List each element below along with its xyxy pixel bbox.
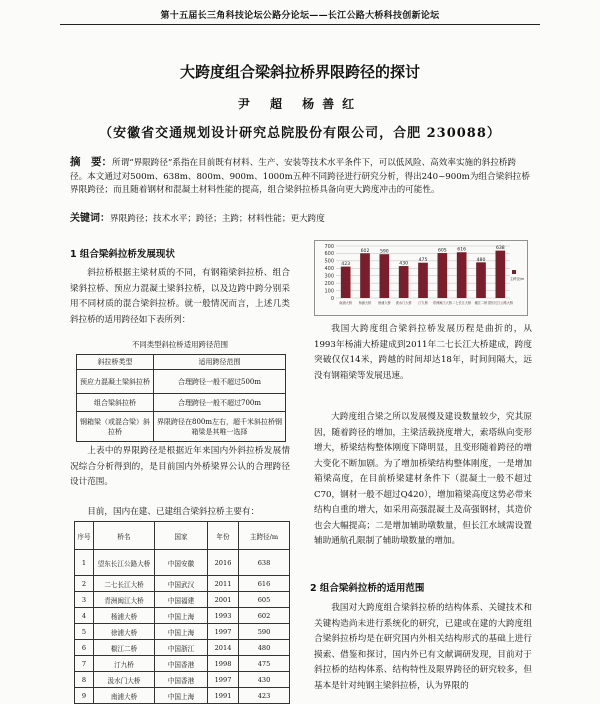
header-rule xyxy=(60,24,540,25)
table-cell: 6 xyxy=(75,640,94,656)
table-row xyxy=(77,370,286,394)
table-cell: 4 xyxy=(75,608,94,624)
span-bar-chart xyxy=(314,240,528,316)
table-cell: 480 xyxy=(239,640,290,656)
bar-value-label: 475 xyxy=(418,258,428,264)
x-category-label: 南浦大桥 xyxy=(339,301,353,305)
table-row xyxy=(77,394,286,412)
table-cell: 1997 xyxy=(208,624,239,640)
table-cell: 5 xyxy=(75,624,94,640)
table-row xyxy=(77,412,286,442)
table-cell: 475 xyxy=(239,656,290,672)
table-cell: 界限跨径在800m左右，超千米斜拉桥钢箱梁是其唯一选择 xyxy=(154,412,286,442)
table-cell: 组合梁斜拉桥 xyxy=(77,394,154,412)
bar-value-label: 638 xyxy=(495,246,505,252)
keywords-text: 界限跨径；技术水平；跨径；主跨；材料性能；更大跨度 xyxy=(110,214,325,224)
table-cell: 2016 xyxy=(208,550,239,576)
y-tick-label: 400 xyxy=(324,266,334,273)
table-cell: 1993 xyxy=(208,608,239,624)
chart-bar xyxy=(496,251,506,298)
table-row xyxy=(75,656,290,672)
affiliation: （安徽省交通规划设计研究总院股份有限公司，合肥 230088） xyxy=(99,126,501,141)
table-row xyxy=(75,688,290,704)
table-row xyxy=(75,592,290,608)
table-cell: 南浦大桥 xyxy=(94,688,155,704)
table-cell: 椒江二桥 xyxy=(94,640,155,656)
legend-label: 主跨径/m xyxy=(509,277,525,281)
table-cell: 1998 xyxy=(208,656,239,672)
section-1-title: 1 组合梁斜拉桥发展现状 xyxy=(70,249,175,260)
paper-title: 大跨度组合梁斜拉桥界限跨径的探讨 xyxy=(179,63,420,81)
bar-value-label: 605 xyxy=(437,248,447,254)
x-category-label: 二七长江大桥 xyxy=(452,301,472,305)
bar-value-label: 430 xyxy=(399,261,409,267)
table-cell: 中国香港 xyxy=(155,672,208,688)
table-cell: 钢箱梁（或混合梁）斜拉桥 xyxy=(77,412,154,442)
table-cell: 2011 xyxy=(208,576,239,592)
x-category-label: 青洲闽江大桥 xyxy=(432,301,452,305)
table-row xyxy=(75,576,290,592)
table-cell: 预应力混凝土梁斜拉桥 xyxy=(77,370,154,394)
x-category-label: 汲水门大桥 xyxy=(395,301,412,305)
left-para-3: 目前，国内在建、已建组合梁斜拉桥主要有： xyxy=(87,507,260,517)
table-cell: 中国安徽 xyxy=(155,550,208,576)
x-category-label: 汀九桥 xyxy=(418,301,428,305)
chart-bar xyxy=(457,252,467,298)
table-cell: 中国上海 xyxy=(155,624,208,640)
table-cell: 9 xyxy=(75,688,94,704)
table-cell: 二七长江大桥 xyxy=(94,576,155,592)
table-cell: 1991 xyxy=(208,688,239,704)
chart-bar xyxy=(399,266,409,298)
right-para-3: 我国对大跨度组合梁斜拉桥的结构体系、关键技术和关键构造尚未进行系统化的研究，已建或在建的大跨度组合梁斜拉桥均是在研究国内外相关结构形式的基础上进行摸索、借鉴和探讨，国内外已有文献调研发现，目前对于斜拉桥的结构体系、结构特性及限界跨径的研究较多，但基本是针对纯钢主梁斜拉桥，认为界限的 xyxy=(314,603,532,691)
table-cell: 8 xyxy=(75,672,94,688)
y-tick-label: 100 xyxy=(324,288,334,295)
table-cell: 590 xyxy=(239,624,290,640)
table-row xyxy=(75,640,290,656)
table-cell: 中国上海 xyxy=(155,608,208,624)
table-row xyxy=(75,608,290,624)
table1-caption: 不同类型斜拉桥适用跨径范围 xyxy=(131,340,229,349)
abstract-label: 摘 要： xyxy=(70,156,112,168)
table-cell: 3 xyxy=(75,592,94,608)
y-tick-label: 0 xyxy=(330,295,334,302)
chart-bar xyxy=(360,253,370,298)
keywords-label: 关键词： xyxy=(70,213,110,224)
table-cell: 2 xyxy=(75,576,94,592)
table-cell: 汀九桥 xyxy=(94,656,155,672)
keywords xyxy=(70,209,530,224)
table-cell: 605 xyxy=(239,592,290,608)
abstract-text: 所谓“界限跨径”系指在目前既有材料、生产、安装等技术水平条件下，可以低风险、高效率实施的斜拉桥跨径。本文通过对500m、638m、800m、900m、1000m五种不同跨径进行研究分析，得出240~900m为组合梁斜拉桥界限跨径；而且随着钢材和混凝土材料性能的提高，组合梁斜拉桥具备向更大跨度冲击的可能性。 xyxy=(70,158,530,196)
table2-header: 国家 xyxy=(155,522,208,550)
table-cell: 中国香港 xyxy=(155,656,208,672)
right-para-1: 我国大跨度组合梁斜拉桥发展历程是曲折的，从1993年杨浦大桥建成到2011年二七长江大桥建成，跨度突破仅仅14米，跨越的时间却达18年，时间间隔大，远没有钢箱梁等发展迅速。 xyxy=(314,324,532,381)
table1-header: 斜拉桥类型 xyxy=(77,355,154,370)
table-row xyxy=(75,550,290,576)
table-cell: 望东长江公路大桥 xyxy=(94,550,155,576)
chart-bar xyxy=(418,263,428,298)
span-range-table xyxy=(76,354,286,442)
bar-value-label: 616 xyxy=(457,247,467,253)
table-cell: 1 xyxy=(75,550,94,576)
table-cell: 徐浦大桥 xyxy=(94,624,155,640)
table-cell: 青洲闽江大桥 xyxy=(94,592,155,608)
bar-value-label: 423 xyxy=(341,262,351,268)
bar-value-label: 480 xyxy=(476,257,486,263)
table2-header: 序号 xyxy=(75,522,94,550)
y-tick-label: 200 xyxy=(324,280,334,287)
section-2-title: 2 组合梁斜拉桥的适用范围 xyxy=(310,583,425,594)
table-cell: 杨浦大桥 xyxy=(94,608,155,624)
bridge-list-table xyxy=(74,521,290,704)
table-cell: 2014 xyxy=(208,640,239,656)
table-cell: 2001 xyxy=(208,592,239,608)
table-row xyxy=(75,672,290,688)
table-cell: 合理跨径一般不超过500m xyxy=(154,370,286,394)
legend-swatch xyxy=(512,270,516,274)
chart-bar xyxy=(438,253,448,298)
table-cell: 中国上海 xyxy=(155,688,208,704)
abstract xyxy=(70,156,530,198)
x-category-label: 杨浦大桥 xyxy=(358,301,372,305)
table-row xyxy=(75,624,290,640)
table2-header: 桥名 xyxy=(94,522,155,550)
table-cell: 中国武汉 xyxy=(155,576,208,592)
table-cell: 430 xyxy=(239,672,290,688)
right-para-2: 大跨度组合梁之所以发展慢及建设数量较少，究其原因，随着跨径的增加，主梁活载挠度增大，索塔纵向变形增大，桥梁结构整体刚度下降明显，且变形随着跨径的增大变化不断加剧。为了增加桥梁结构整体刚度，一是增加箱梁高度，在目前桥梁建材条件下（混凝土一般不超过C70，钢材一般不超过Q420），增加箱梁高度这势必带来结构自重的增大，如采用高强混凝土及高强钢材，其造价也会大幅提高；二是增加辅助墩数量，但长江水域需设置辅助通航孔限制了辅助墩数量的增加。 xyxy=(314,412,532,546)
chart-bar xyxy=(476,262,486,298)
y-tick-label: 300 xyxy=(324,273,334,280)
chart-bar xyxy=(380,254,390,298)
x-category-label: 椒江二桥 xyxy=(474,301,488,305)
table-cell: 638 xyxy=(239,550,290,576)
running-header: 第十五届长三角科技论坛公路分论坛——长江公路大桥科技创新论坛 xyxy=(160,11,440,21)
left-para-2: 上表中的界限跨径是根据近年来国内外斜拉桥发展情况综合分析得到的，是目前国内外桥梁界公认的合理跨径设计范围。 xyxy=(70,446,290,487)
table1-header: 适用跨径范围 xyxy=(154,355,286,370)
authors: 尹 超 杨善红 xyxy=(237,97,363,111)
table-cell: 汲水门大桥 xyxy=(94,672,155,688)
table-cell: 7 xyxy=(75,656,94,672)
x-category-label: 望东长江公路大桥 xyxy=(487,301,514,305)
y-tick-label: 600 xyxy=(324,251,334,258)
table-cell: 616 xyxy=(239,576,290,592)
table2-header: 年份 xyxy=(208,522,239,550)
chart-bar xyxy=(341,267,351,298)
table-cell: 602 xyxy=(239,608,290,624)
y-tick-label: 500 xyxy=(324,258,334,265)
table2-header: 主跨径/m xyxy=(239,522,290,550)
table-cell: 合理跨径一般不超过700m xyxy=(154,394,286,412)
left-para-1: 斜拉桥根据主梁材质的不同，有钢箱梁斜拉桥、组合梁斜拉桥、预应力混凝土梁斜拉桥，以及边跨中跨分别采用不同材质的混合梁斜拉桥。就一般情况而言，上述几类斜拉桥的适用跨径如下表所列： xyxy=(70,268,290,325)
table-cell: 423 xyxy=(239,688,290,704)
x-category-label: 徐浦大桥 xyxy=(377,301,391,305)
y-tick-label: 700 xyxy=(324,243,334,250)
table-cell: 中国福建 xyxy=(155,592,208,608)
table-cell: 中国浙江 xyxy=(155,640,208,656)
bar-value-label: 602 xyxy=(360,248,370,254)
bar-value-label: 590 xyxy=(379,249,389,255)
table-cell: 1997 xyxy=(208,672,239,688)
